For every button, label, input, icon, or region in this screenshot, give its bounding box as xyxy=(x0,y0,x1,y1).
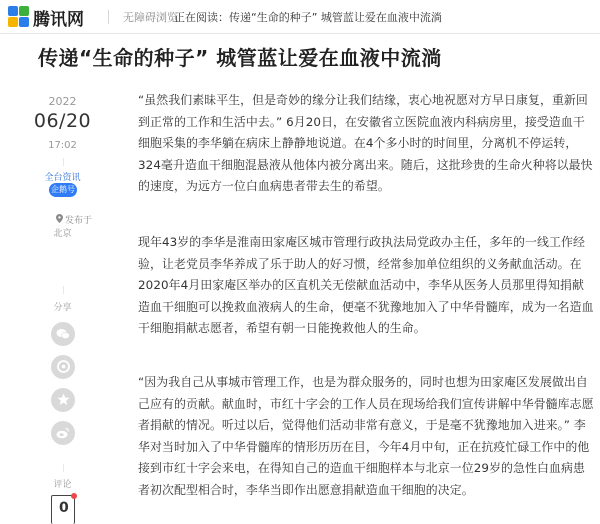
location-pin-icon xyxy=(56,214,63,226)
comment-button[interactable] xyxy=(51,495,75,524)
moments-icon xyxy=(57,358,70,377)
wechat-icon xyxy=(56,325,70,344)
publish-time: 17:02 xyxy=(48,140,77,151)
published-label: 发布于 xyxy=(65,216,93,226)
article-paragraph: 现年43岁的李华是淮南田家庵区城市管理行政执法局党政办主任，多年的一线工作经验，让老党员李华养成了乐于助人的好习惯，经常参加单位组织的义务献血活动。在2020年4月田家庵区举办的区直机关无偿献血活动中，李华从医务人员那里得知捐献造血干细胞可以挽救血液病人的生命，便毫不犹豫地加入了中华骨髓库，成为一名造血干细胞捐献志愿者，希望有朝一日能挽救他人的生命。 xyxy=(138,235,594,336)
divider xyxy=(63,158,64,166)
qzone-icon xyxy=(57,391,70,410)
share-weibo-button[interactable] xyxy=(51,421,75,445)
share-label: 分享 xyxy=(53,303,72,313)
share-moments-button[interactable] xyxy=(51,355,75,379)
notification-dot xyxy=(71,493,77,499)
reading-title: 传递“生命的种子” 城管蓝让爱在血液中流淌 xyxy=(229,11,442,24)
tencent-logo[interactable] xyxy=(8,6,84,28)
reading-prefix: 正在阅读： xyxy=(174,11,229,24)
comment-label: 评论 xyxy=(53,480,72,490)
divider xyxy=(63,464,64,472)
publish-location: 北京 xyxy=(53,229,72,239)
tencent-logo-icon xyxy=(8,6,30,28)
logo-text: 腾讯网 xyxy=(33,9,84,30)
publish-date: 06/20 xyxy=(33,110,92,132)
article-paragraph: “因为我自己从事城市管理工作，也是为群众服务的，同时也想为田家庵区发展做出自己应有的贡献。献血时，市红十字会的工作人员在现场给我们宣传讲解中华骨髓库志愿者捐献的情况。听过以后，觉得他们活动非常有意义，于是毫不犹豫地加入进来。” 李华对当时加入了中华骨髓库的情形历历在目，今年4月中旬，正在抗疫忙碌工作中的他接到市红十字会来电，在得知自己的造血干细胞样本与北京一位29岁的急性白血病患者初次配型相合时，李华当即作出愿意捐献造血干细胞的决定。 xyxy=(138,375,594,497)
article-title: 传递“生命的种子” 城管蓝让爱在血液中流淌 xyxy=(38,46,442,70)
penguin-badge: 企鹅号 xyxy=(49,183,77,197)
weibo-icon xyxy=(56,424,70,443)
share-qzone-button[interactable] xyxy=(51,388,75,412)
share-wechat-button[interactable] xyxy=(51,322,75,346)
reading-indicator xyxy=(174,9,442,25)
comment-count: 0 xyxy=(59,500,69,516)
accessibility-link[interactable]: 无障碍浏览 xyxy=(123,11,178,24)
published-from xyxy=(56,213,92,226)
article-paragraph: “虽然我们素昧平生，但是奇妙的缘分让我们结缘，衷心地祝愿对方早日康复，重新回到正常的工作和生活中去。” 6月20日，在安徽省立医院血液内科病房里，接受造血干细胞采集的李华躺在病床上静静地说道。在4个多小时的时间里，分离机不停运转，324毫升造血干细胞混悬液从他体内被分离出来。随后，这批珍贵的生命火种将以最快的速度，为远方一位白血病患者带去生的希望。 xyxy=(138,93,593,194)
source-name[interactable]: 全台资讯 xyxy=(44,173,81,183)
divider xyxy=(108,10,109,24)
publish-year: 2022 xyxy=(48,95,77,108)
top-bar xyxy=(0,0,600,34)
divider xyxy=(63,286,64,294)
